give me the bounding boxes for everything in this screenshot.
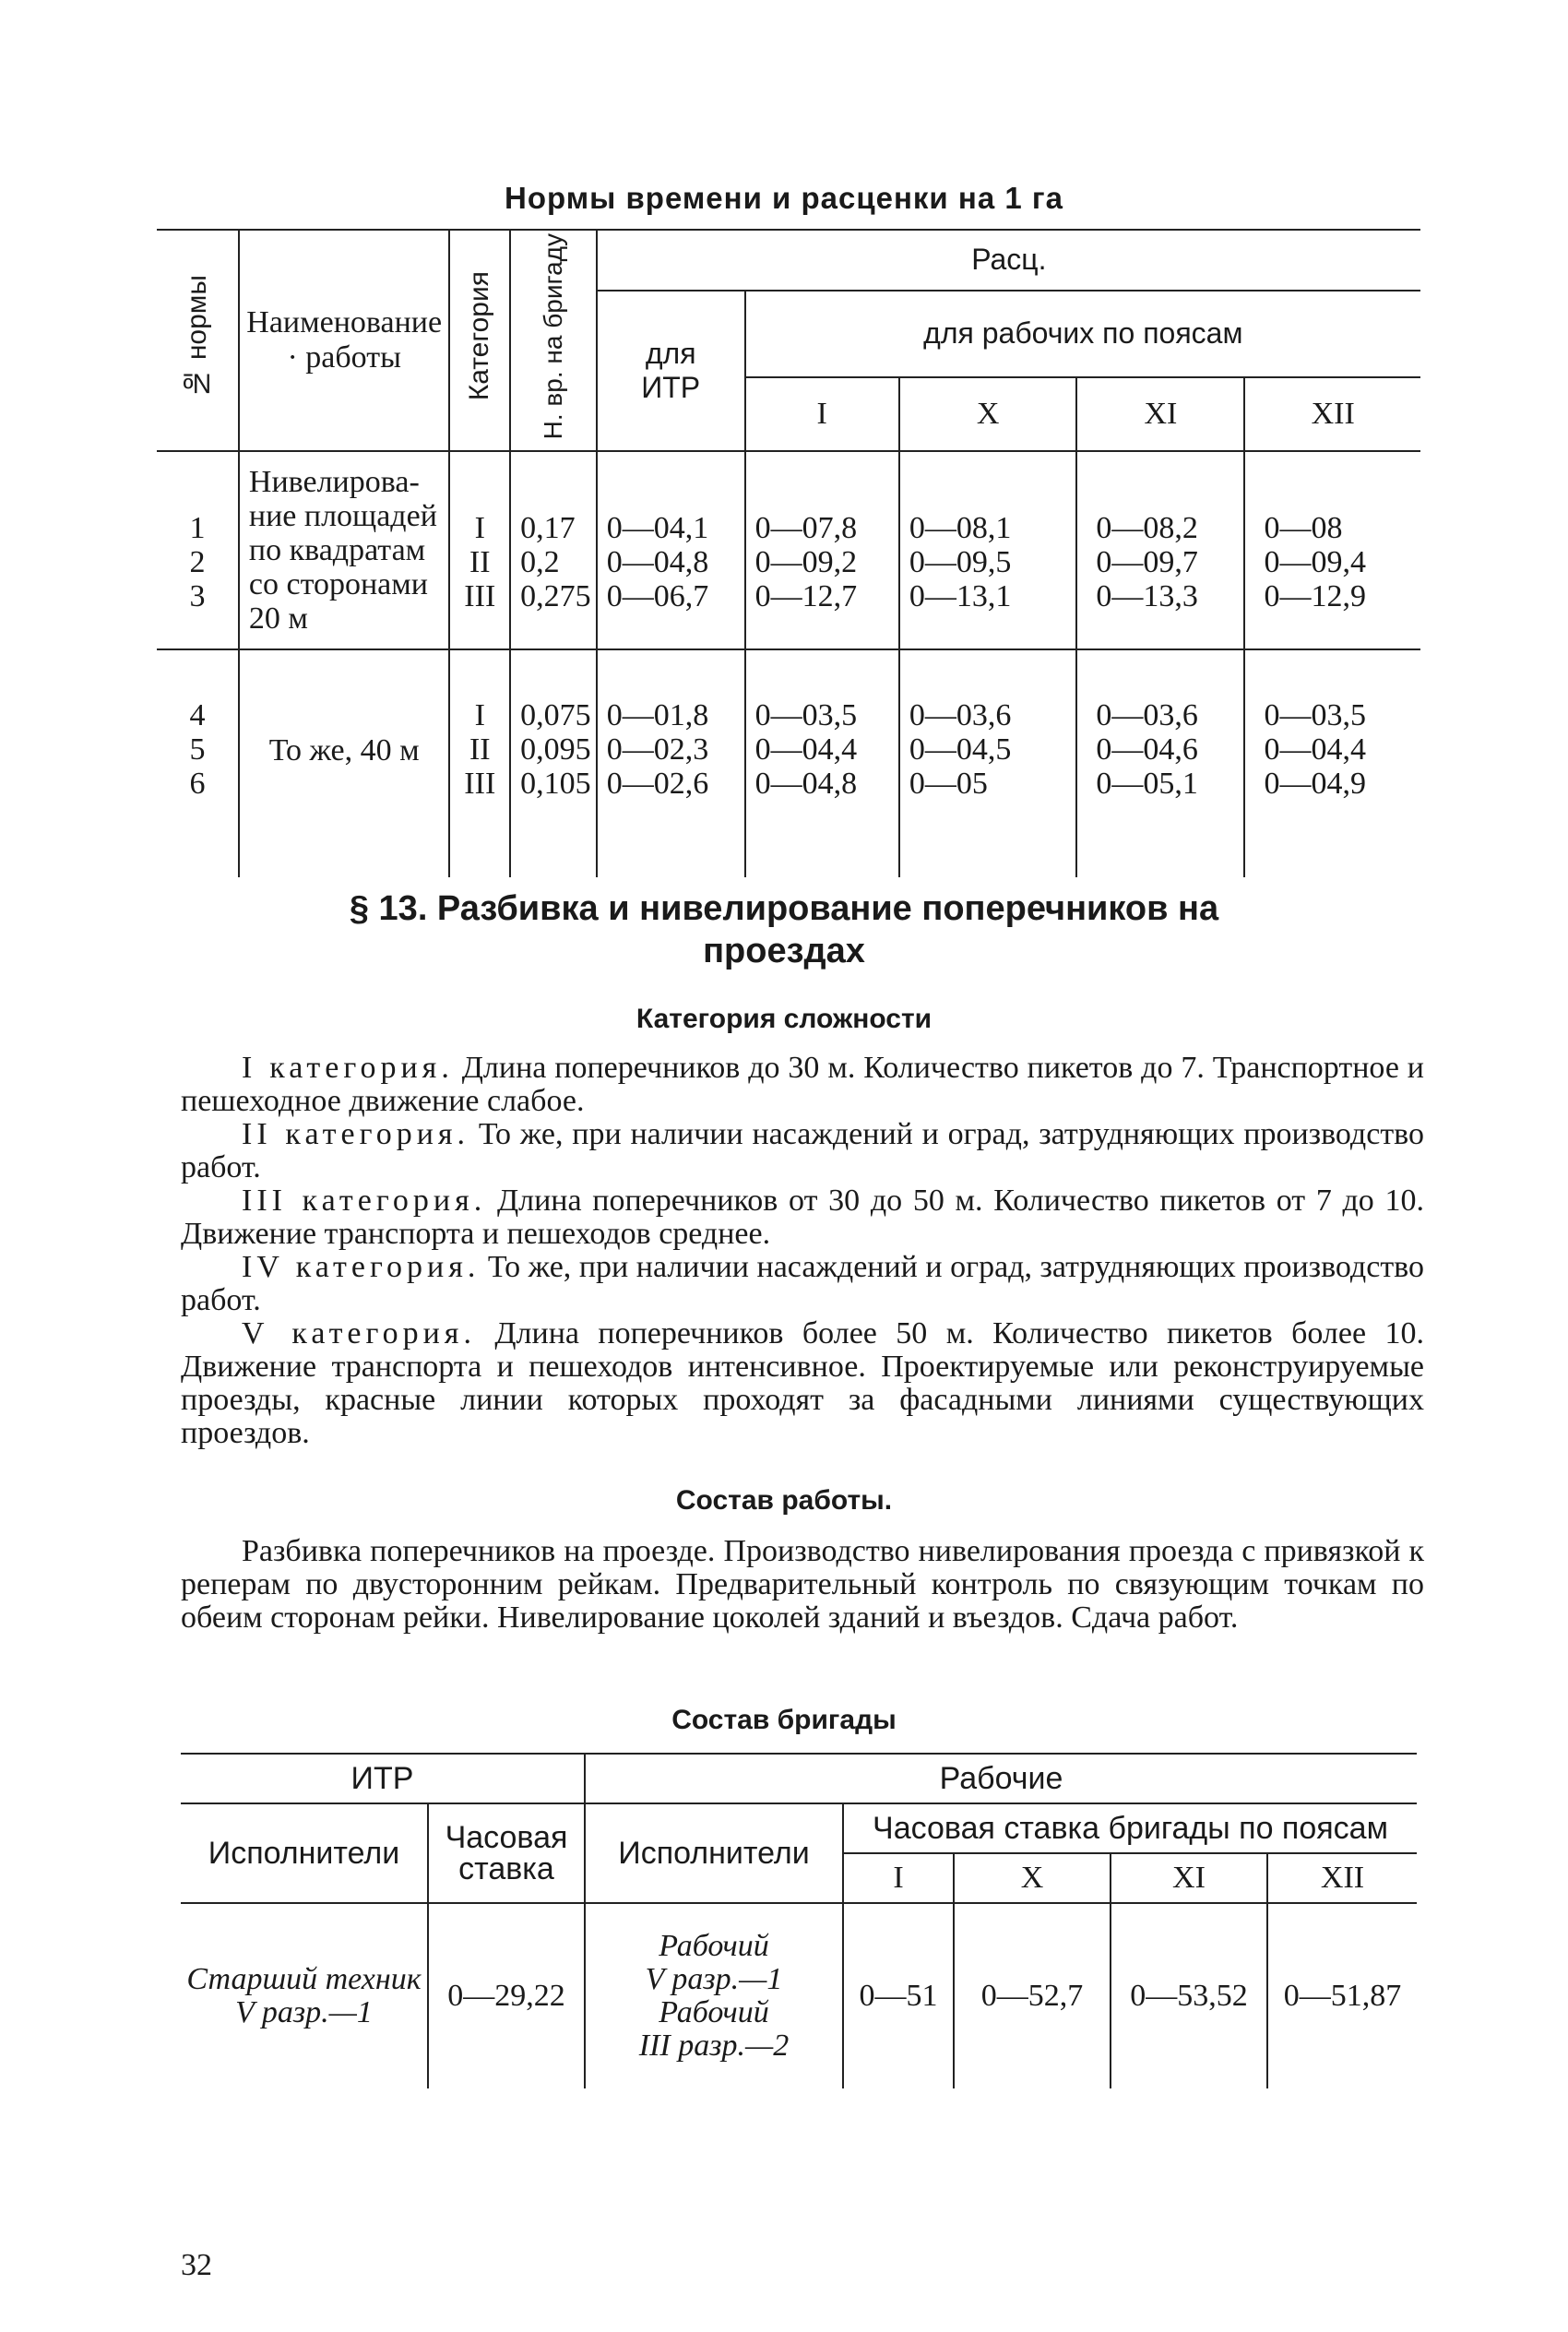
categories: I II III: [449, 649, 510, 877]
header-performers: Исполнители: [585, 1803, 843, 1903]
zone-rates: 0—08,1 0—09,5 0—13,1: [899, 451, 1077, 649]
complexity-categories: [181, 1052, 1424, 1450]
time-norms: 0,075 0,095 0,105: [510, 649, 597, 877]
table1-title: Нормы времени и расценки на 1 га: [505, 181, 1063, 215]
header-zone: XII: [1244, 377, 1420, 451]
zone-rates: 0—03,6 0—04,6 0—05,1: [1076, 649, 1244, 877]
header-name: Наименование · работы: [239, 230, 450, 451]
zone-rates: 0—03,6 0—04,5 0—05: [899, 649, 1077, 877]
header-itr: для ИТР: [597, 291, 745, 451]
header-itr: ИТР: [181, 1754, 585, 1803]
itr-rates: 0—04,1 0—04,8 0—06,7: [597, 451, 745, 649]
header-performers: Исполнители: [181, 1803, 428, 1903]
header-zone: X: [954, 1853, 1111, 1903]
category-paragraph: V категория. Длина поперечников более 50 м. Количество пикетов более 10. Движение транспорта и пешеходов интенсивное. Проектируемые или реконструируемые проезды, красные линии которых проходят за фасадными линиями существующих проездов.: [181, 1316, 1424, 1450]
zone-rate: 0—53,52: [1111, 1903, 1267, 2088]
work-title: Состав работы.: [675, 1485, 893, 1516]
header-hourly-rate: Часовая ставка: [428, 1803, 585, 1903]
header-rates: Расц.: [597, 230, 1420, 291]
brigade-table: [181, 1753, 1417, 2088]
zone-rate: 0—52,7: [954, 1903, 1111, 2088]
header-workers: для рабочих по поясам: [745, 291, 1420, 377]
header-zone: X: [899, 377, 1077, 451]
header-workers: Рабочие: [585, 1754, 1417, 1803]
itr-rates: 0—01,8 0—02,3 0—02,6: [597, 649, 745, 877]
zone-rates: 0—08 0—09,4 0—12,9: [1244, 451, 1420, 649]
section-title: § 13. Разбивка и нивелирование поперечников на проездах: [349, 889, 1219, 970]
table-row: [157, 451, 1420, 649]
category-paragraph: I категория. Длина поперечников до 30 м. Количество пикетов до 7. Транспортное и пешеходное движение слабое.: [181, 1051, 1425, 1118]
zone-rate: 0—51: [843, 1903, 954, 2088]
header-rate-by-zone: Часовая ставка бригады по поясам: [843, 1803, 1417, 1853]
header-zone: I: [843, 1853, 954, 1903]
header-number: № нормы: [157, 230, 239, 451]
zone-rates: 0—07,8 0—09,2 0—12,7: [745, 451, 899, 649]
category-paragraph: III категория. Длина поперечников от 30 до 50 м. Количество пикетов от 7 до 10. Движение транспорта и пешеходов среднее.: [181, 1184, 1424, 1251]
work-description: Разбивка поперечников на проезде. Производство нивелирования проезда с привязкой к реперам по двусторонним рейкам. Предварительный контроль по связующим точкам по обеим сторонам рейки. Нивелирование цоколей зданий и въездов. Сдача работ.: [181, 1534, 1424, 1635]
category-paragraph: IV категория. То же, при наличии насаждений и оград, затрудняющих производство работ.: [181, 1250, 1424, 1317]
table-row: [157, 649, 1420, 877]
itr-performer: Старший техник V разр.—1: [186, 1962, 422, 2029]
header-category: Категория: [449, 230, 510, 451]
zone-rates: 0—03,5 0—04,4 0—04,8: [745, 649, 899, 877]
header-zone: XI: [1076, 377, 1244, 451]
work-name: То же, 40 м: [239, 649, 450, 877]
norm-numbers: 4 5 6: [157, 649, 239, 877]
table-row: [181, 1903, 1417, 2088]
work-name: Нивелирова- ние площадей по квадратам со сторонами 20 м: [239, 451, 450, 649]
header-zone: XI: [1111, 1853, 1267, 1903]
norms-table: [157, 229, 1420, 877]
norm-numbers: 1 2 3: [189, 511, 206, 613]
zone-rate: 0—51,87: [1267, 1903, 1417, 2088]
worker-performers: Рабочий V разр.—1 Рабочий III разр.—2: [585, 1903, 843, 2088]
complexity-title: Категория сложности: [636, 1004, 932, 1034]
header-time: Н. вр. на бригаду: [510, 230, 597, 451]
category-paragraph: II категория. То же, при наличии насаждений и оград, затрудняющих производство работ.: [181, 1117, 1424, 1184]
itr-rate: 0—29,22: [428, 1903, 585, 2088]
page-number: 32: [181, 2248, 212, 2282]
zone-rates: 0—08,2 0—09,7 0—13,3: [1076, 451, 1244, 649]
time-norms: 0,17 0,2 0,275: [510, 451, 597, 649]
zone-rates: 0—03,5 0—04,4 0—04,9: [1244, 649, 1420, 877]
categories: I II III: [449, 451, 510, 649]
header-zone: I: [745, 377, 899, 451]
table2-title: Состав бригады: [671, 1705, 897, 1735]
header-zone: XII: [1267, 1853, 1417, 1903]
